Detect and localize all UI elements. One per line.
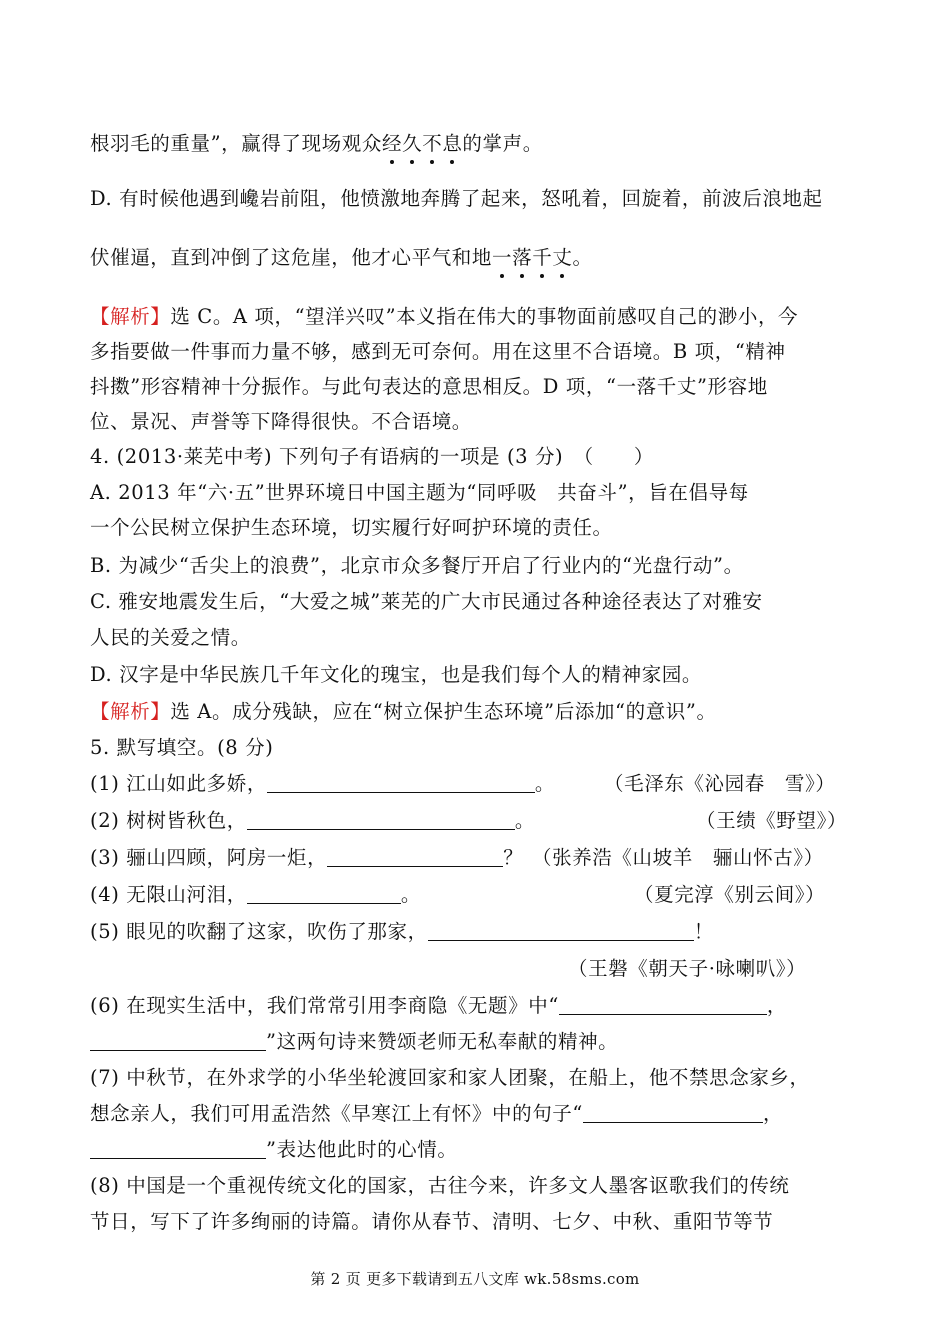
q4-option-c-line1: C. 雅安地震发生后，“大爱之城”莱芜的广大市民通过各种途径表达了对雅安: [90, 590, 763, 613]
analysis-tag: 【解析】: [90, 700, 171, 723]
q4-option-a-line2: 一个公民树立保护生态环境，切实履行好呵护环境的责任。: [90, 516, 613, 539]
answer-blank[interactable]: [428, 920, 694, 941]
item-text: ”这两句诗来赞颂老师无私奉献的精神。: [266, 1030, 619, 1053]
q3-c-text: 根羽毛的重量”，赢得了现场观众: [90, 132, 382, 155]
item-text: (4) 无限山河泪，: [90, 883, 247, 906]
dotted-char: 不: [422, 132, 443, 155]
q3-d-text: 伏催逼，直到冲倒了这危崖，他才心平气和地: [90, 246, 493, 269]
q5-item-4: [90, 882, 421, 908]
item-text: (1) 江山如此多娇，: [90, 772, 267, 795]
answer-blank[interactable]: [247, 809, 515, 830]
item-text: (3) 骊山四顾，阿房一炬，: [90, 846, 328, 869]
item-text: (6) 在现实生活中，我们常常引用李商隐《无题》中“: [90, 994, 559, 1017]
analysis3-line1: [90, 304, 798, 330]
answer-blank[interactable]: [247, 883, 401, 904]
q5-item-8-line2: 节日，写下了许多绚丽的诗篇。请你从春节、清明、七夕、中秋、重阳节等节: [90, 1210, 774, 1233]
dotted-char: 丈: [552, 246, 573, 269]
q5-item-7-line2: [90, 1101, 783, 1127]
q5-title: 5. 默写填空。(8 分): [90, 736, 274, 759]
q5-item-2-source: （王绩《野望》）: [696, 809, 848, 832]
q3-d-tail: 。: [572, 246, 593, 269]
item-comma: ，: [762, 1102, 784, 1125]
q5-item-5-source: （王磐《朝天子·咏喇叭》）: [568, 957, 807, 980]
q5-item-3-source: （张养浩《山坡羊 骊山怀古》）: [532, 846, 824, 869]
q4-option-a-line1: A. 2013 年“六·五”世界环境日中国主题为“同呼吸 共奋斗”，旨在倡导每: [90, 481, 749, 504]
analysis4-text: 选 A。成分残缺，应在“树立保护生态环境”后添加“的意识”。: [170, 700, 717, 723]
analysis3-line4: 位、景况、声誉等下降得很快。不合语境。: [90, 410, 472, 433]
q5-item-7-line3: [90, 1137, 457, 1163]
q5-item-7-line1: (7) 中秋节，在外求学的小华坐轮渡回家和家人团聚，在船上，他不禁思念家乡，: [90, 1066, 810, 1089]
q5-item-8-line1: (8) 中国是一个重视传统文化的国家，古往今来，许多文人墨客讴歌我们的传统: [90, 1174, 790, 1197]
q5-item-6-line2: [90, 1029, 618, 1055]
analysis4: [90, 699, 717, 725]
item-text: (5) 眼见的吹翻了这家，吹伤了那家，: [90, 920, 428, 943]
item-comma: ，: [766, 994, 787, 1017]
dotted-char: 一: [492, 246, 513, 269]
item-end: 。: [534, 772, 556, 795]
q5-item-1: [90, 771, 555, 797]
item-end: 。: [400, 883, 421, 906]
q5-item-1-source: （毛泽东《沁园春 雪》）: [604, 772, 836, 795]
q5-item-2: [90, 808, 535, 834]
q3-option-c-end: [90, 131, 543, 157]
answer-blank[interactable]: [90, 1030, 266, 1051]
q4-option-b: B. 为减少“舌尖上的浪费”，北京市众多餐厅开启了行业内的“光盘行动”。: [90, 554, 744, 577]
q5-item-3: [90, 845, 523, 871]
q3-c-tail: 的掌声。: [462, 132, 543, 155]
item-text: ”表达他此时的心情。: [266, 1138, 458, 1161]
item-end: 。: [514, 809, 535, 832]
dotted-char: 千: [532, 246, 553, 269]
dotted-char: 久: [402, 132, 423, 155]
dotted-char: 息: [442, 132, 463, 155]
item-text: 想念亲人，我们可用孟浩然《早寒江上有怀》中的句子“: [90, 1102, 583, 1125]
q5-item-5: [90, 919, 714, 945]
q4-title: 4. (2013·莱芜中考) 下列句子有语病的一项是 (3 分) （ ）: [90, 445, 655, 468]
page-footer: 第 2 页 更多下载请到五八文库 wk.58sms.com: [310, 1270, 640, 1288]
analysis-tag: 【解析】: [90, 305, 171, 328]
q4-option-d: D. 汉字是中华民族几千年文化的瑰宝，也是我们每个人的精神家园。: [90, 663, 703, 686]
item-end: ！: [693, 920, 714, 943]
q3-option-d-line1: D. 有时候他遇到巉岩前阻，他愤激地奔腾了起来，怒吼着，回旋着，前波后浪地起: [90, 187, 823, 210]
q3-option-d-line2: [90, 245, 593, 271]
answer-blank[interactable]: [559, 994, 767, 1015]
answer-blank[interactable]: [267, 772, 535, 793]
item-text: (2) 树树皆秋色，: [90, 809, 247, 832]
analysis3-line3: 抖擞”形容精神十分振作。与此句表达的意思相反。D 项，“一落千丈”形容地: [90, 375, 768, 398]
analysis3-text: 选 C。A 项，“望洋兴叹”本义指在伟大的事物面前感叹自己的渺小，今: [170, 305, 799, 328]
answer-blank[interactable]: [90, 1138, 266, 1159]
dotted-char: 落: [512, 246, 533, 269]
q5-item-4-source: （夏完淳《别云间》）: [634, 883, 826, 906]
q4-option-c-line2: 人民的关爱之情。: [90, 626, 251, 649]
analysis3-line2: 多指要做一件事而力量不够，感到无可奈何。用在这里不合语境。B 项，“精神: [90, 340, 786, 363]
item-end: ？: [503, 846, 524, 869]
answer-blank[interactable]: [583, 1102, 763, 1123]
q5-item-6-line1: [90, 993, 787, 1019]
dotted-char: 经: [381, 132, 403, 155]
answer-blank[interactable]: [327, 846, 503, 867]
